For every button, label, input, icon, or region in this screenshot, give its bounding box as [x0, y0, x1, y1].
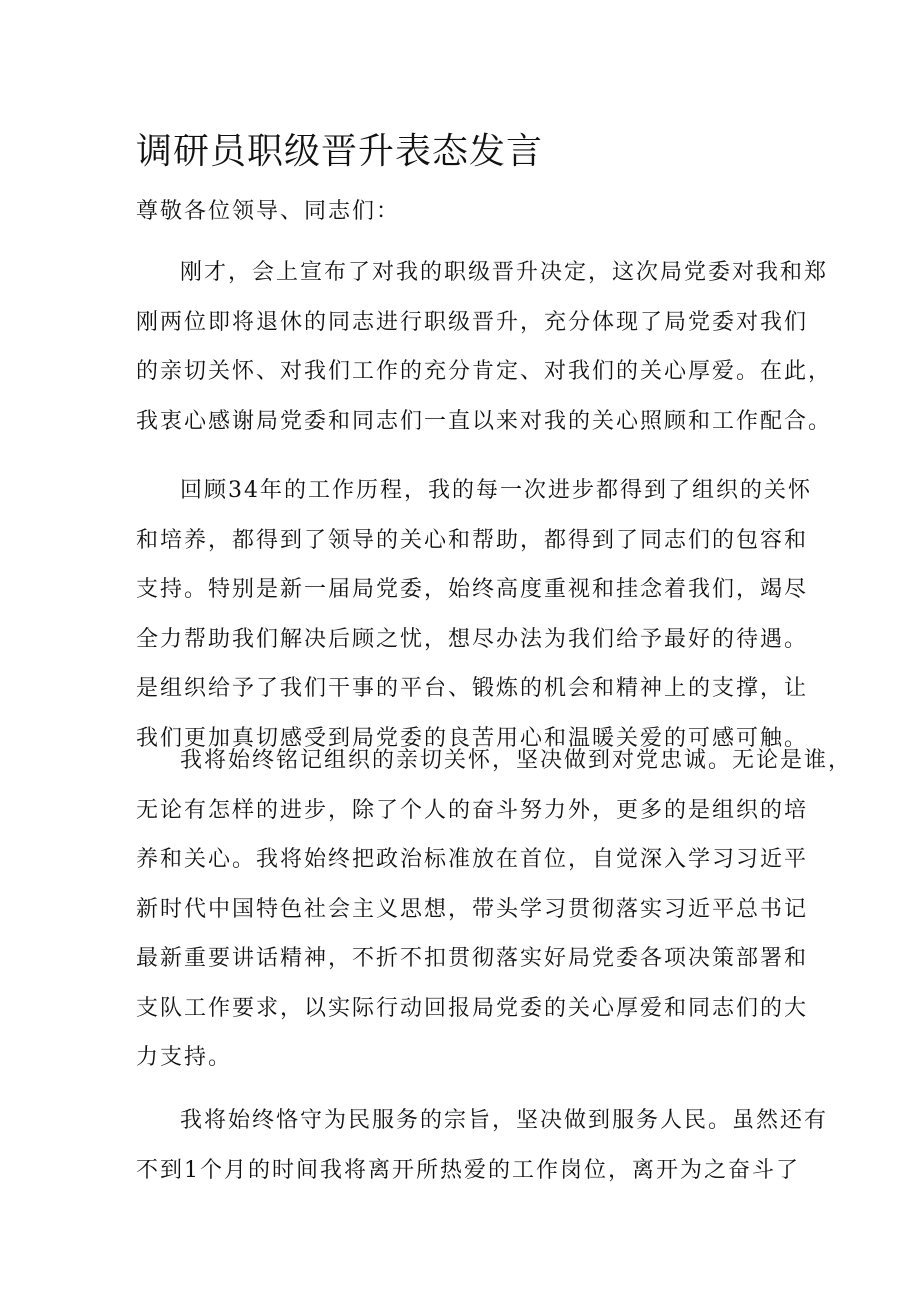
paragraph-line: 刚才，会上宣布了对我的职级晋升决定，这次局党委对我和郑 — [180, 260, 829, 285]
paragraph-line: 新时代中国特色社会主义思想，带头学习贯彻落实习近平总书记 — [136, 896, 809, 922]
paragraph-line: 全力帮助我们解决后顾之忧，想尽办法为我们给予最好的待遇。 — [136, 626, 809, 652]
paragraph-line: 回顾34年的工作历程，我的每一次进步都得到了组织的关怀 — [180, 478, 812, 503]
paragraph-line: 不到1个月的时间我将离开所热爱的工作岗位，离开为之奋斗了 — [136, 1157, 800, 1183]
paragraph-line: 最新重要讲话精神，不折不扣贯彻落实好局党委各项决策部署和 — [136, 946, 809, 971]
paragraph-1 — [136, 248, 833, 446]
paragraph-line: 无论有怎样的进步，除了个人的奋斗努力外，更多的是组织的培 — [136, 797, 809, 823]
document-title: 调研员职级晋升表态发言 — [136, 131, 544, 172]
paragraph-line: 的亲切关怀、对我们工作的充分肯定、对我们的关心厚爱。在此， — [136, 359, 833, 384]
paragraph-line: 我衷心感谢局党委和同志们一直以来对我的关心照顾和工作配合。 — [136, 408, 833, 434]
paragraph-line: 力支持。 — [136, 1045, 233, 1070]
paragraph-line: 我将始终铭记组织的亲切关怀，坚决做到对党忠诚。无论是谁， — [180, 748, 853, 773]
paragraph-4 — [136, 1096, 829, 1195]
paragraph-line: 支队工作要求，以实际行动回报局党委的关心厚爱和同志们的大 — [136, 995, 809, 1021]
paragraph-line: 和培养，都得到了领导的关心和帮助，都得到了同志们的包容和 — [136, 527, 809, 553]
paragraph-line: 养和关心。我将始终把政治标准放在首位，自觉深入学习习近平 — [136, 847, 809, 872]
paragraph-line: 我们更加真切感受到局党委的良苦用心和温暖关爱的可感可触。 — [136, 725, 809, 751]
paragraph-line: 是组织给予了我们干事的平台、锻炼的机会和精神上的支撑，让 — [136, 676, 809, 701]
salutation: 尊敬各位领导、同志们： — [136, 199, 401, 224]
paragraph-line: 我将始终恪守为民服务的宗旨，坚决做到服务人民。虽然还有 — [180, 1108, 829, 1133]
paragraph-line: 支持。特别是新一届局党委，始终高度重视和挂念着我们，竭尽 — [136, 577, 809, 602]
paragraph-line: 刚两位即将退休的同志进行职级晋升，充分体现了局党委对我们 — [136, 309, 809, 335]
paragraph-3 — [136, 736, 853, 1083]
paragraph-2 — [136, 466, 812, 763]
